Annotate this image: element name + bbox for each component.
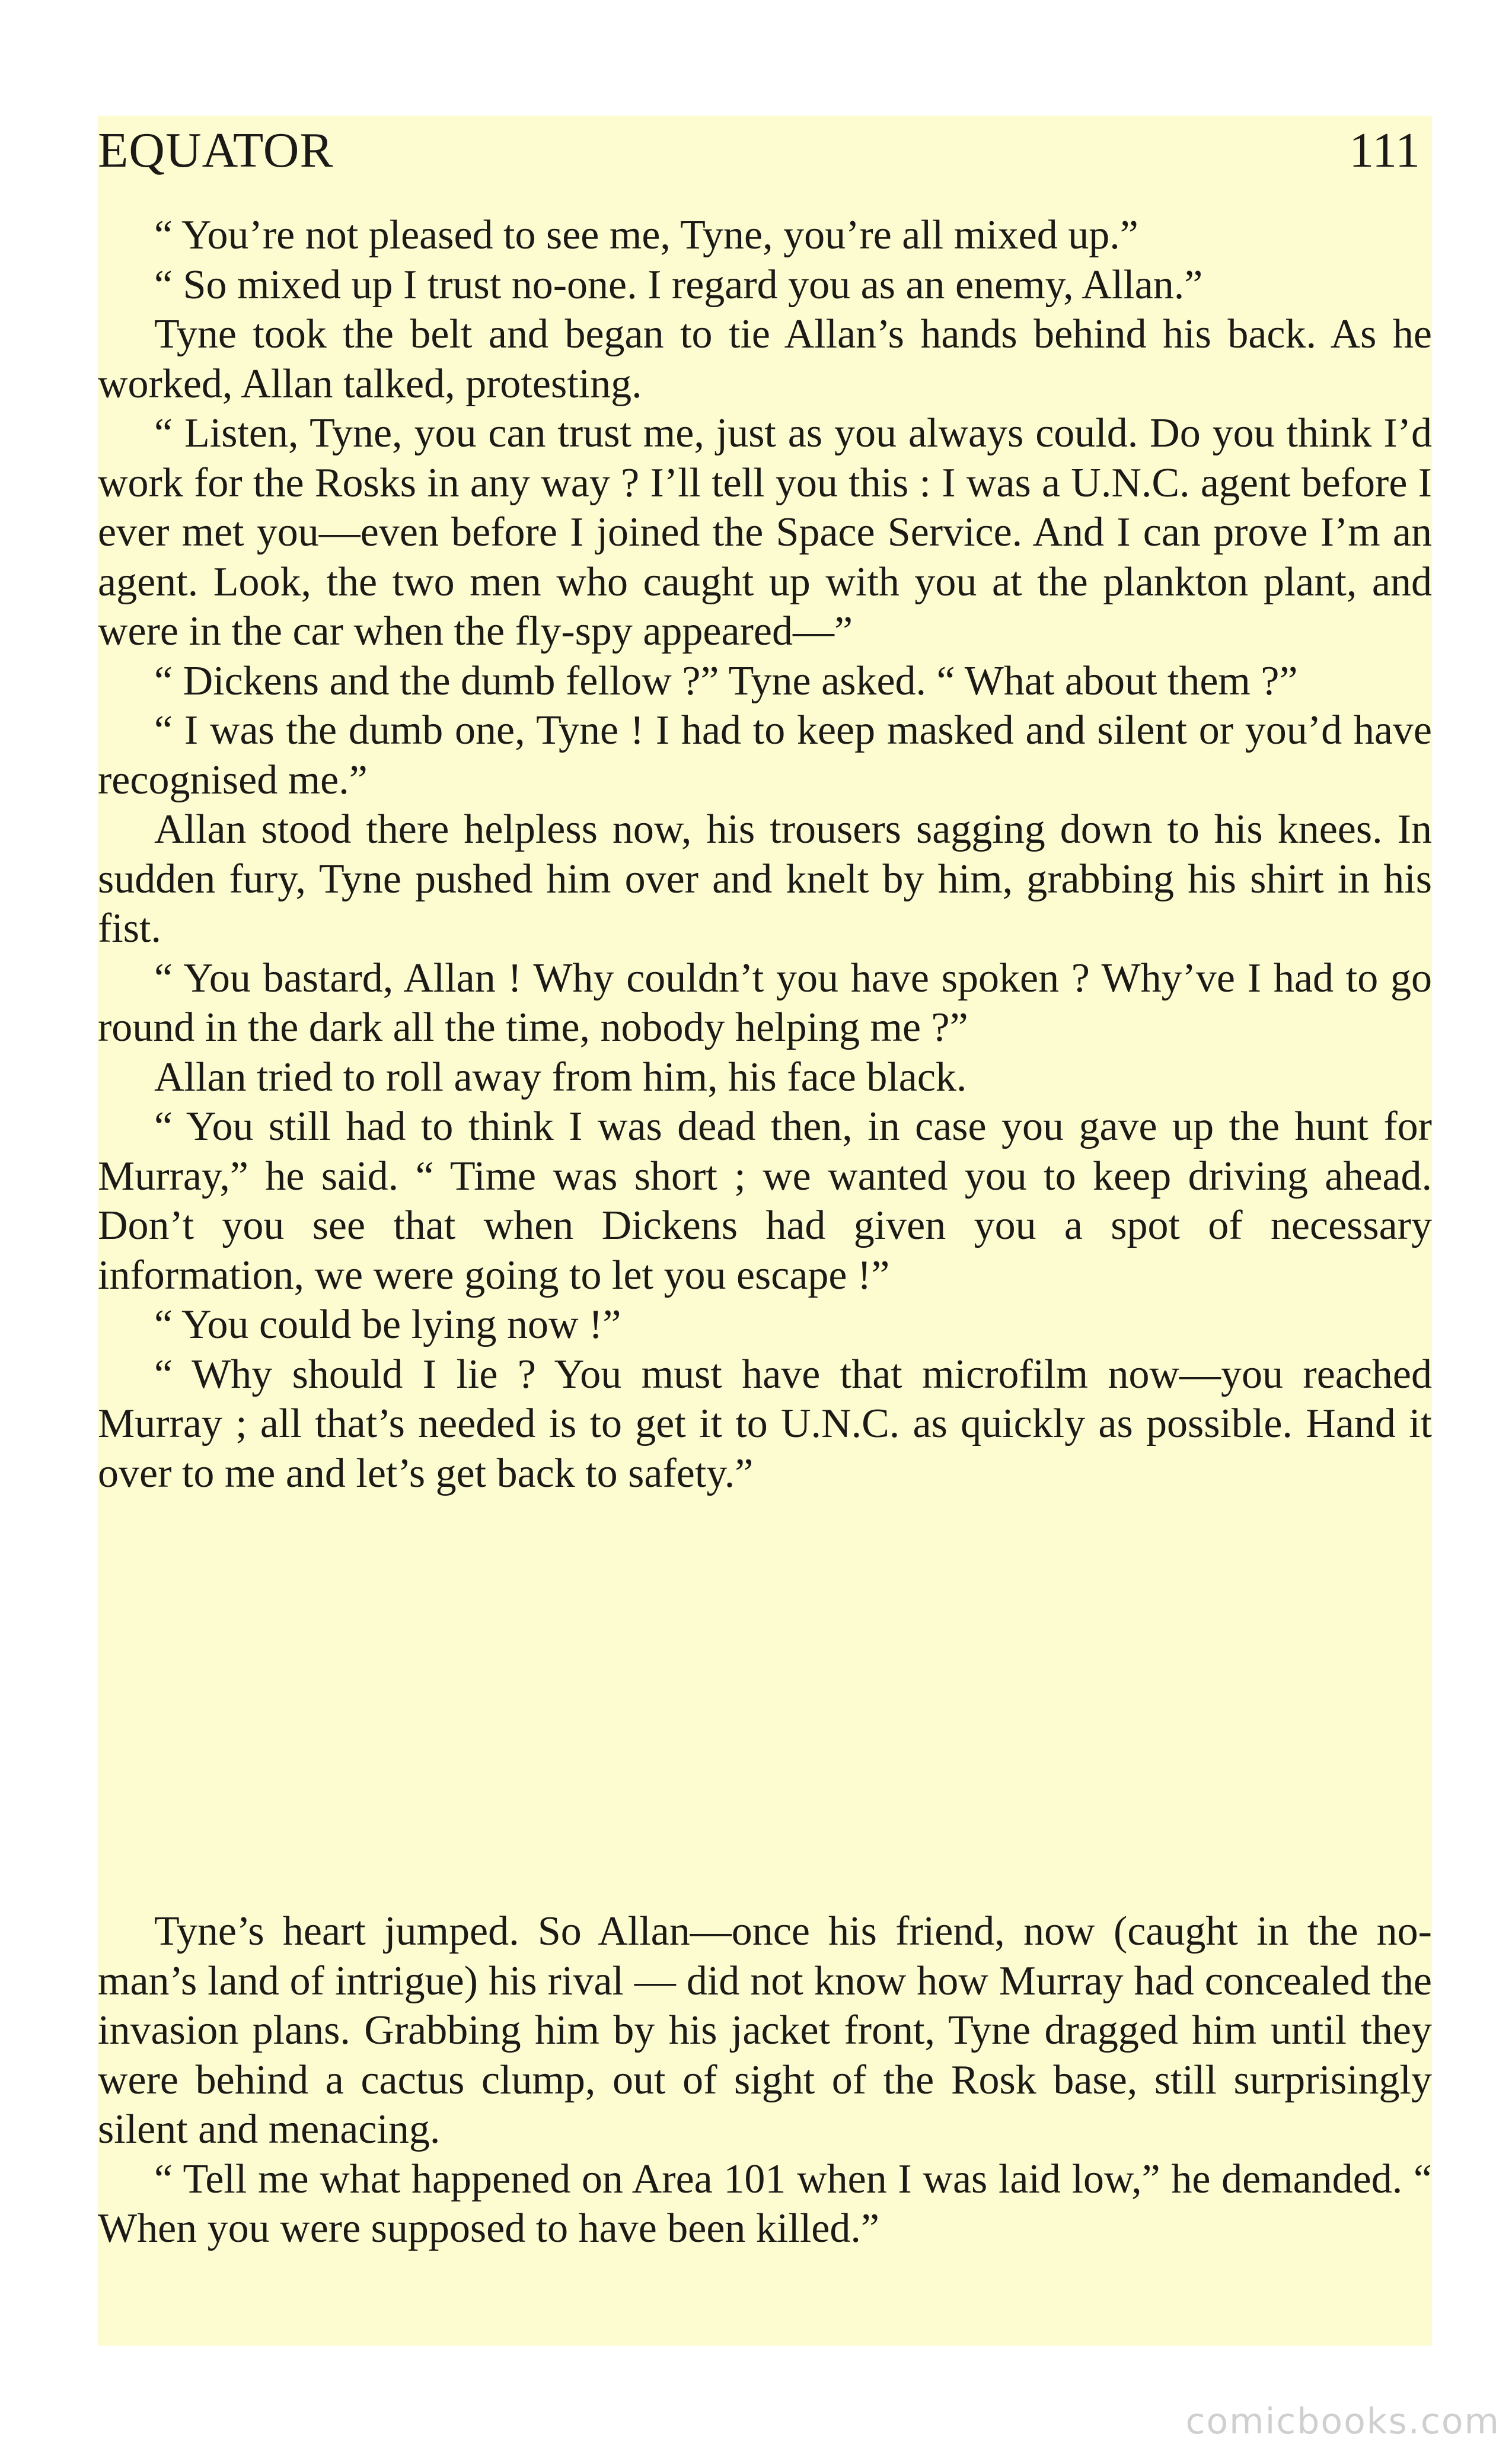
page-number: 111 xyxy=(1349,123,1420,178)
running-header xyxy=(98,116,1432,187)
paragraph: “ Why should I lie ? You must have that microfilm now—you reached Murray ; all that’s needed is to get it to U.N.C. as quickly as possible. Hand it over to me and let’s get back to safety.” xyxy=(98,1351,1432,1496)
running-title: EQUATOR xyxy=(98,123,334,178)
paragraph: “ So mixed up I trust no-one. I regard you as an enemy, Allan.” xyxy=(154,262,1203,308)
paragraph: “ You bastard, Allan ! Why couldn’t you have spoken ? Why’ve I had to go round in the dark all the time, nobody helping me ?” xyxy=(98,955,1432,1050)
paragraph: “ I was the dumb one, Tyne ! I had to keep masked and silent or you’d have recognised me.” xyxy=(98,708,1432,803)
paragraph: “ Tell me what happened on Area 101 when I was laid low,” he demanded. “ When you were supposed to have been killed.” xyxy=(98,2156,1432,2251)
text-block-upper xyxy=(98,211,1432,1498)
paragraph: Allan tried to roll away from him, his face black. xyxy=(154,1054,967,1100)
paragraph: “ You still had to think I was dead then, in case you gave up the hunt for Murray,” he said. “ Time was short ; we wanted you to keep driving ahead. Don’t you see that when Dickens had given you a spot of necessary information, we were going to let you escape !” xyxy=(98,1104,1432,1298)
paragraph: “ You could be lying now !” xyxy=(154,1302,621,1347)
text-block-lower xyxy=(98,1907,1432,2254)
paragraph: “ You’re not pleased to see me, Tyne, you’re all mixed up.” xyxy=(154,212,1138,258)
paragraph: Allan stood there helpless now, his trousers sagging down to his knees. In sudden fury, Tyne pushed him over and knelt by him, grabbing his shirt in his fist. xyxy=(98,807,1432,951)
book-page xyxy=(98,116,1432,2346)
paragraph: “ Dickens and the dumb fellow ?” Tyne asked. “ What about them ?” xyxy=(154,658,1298,704)
paragraph: Tyne took the belt and began to tie Allan’s hands behind his back. As he worked, Allan talked, protesting. xyxy=(98,311,1432,407)
site-watermark: comicbooks.com xyxy=(1185,2401,1500,2442)
paragraph: Tyne’s heart jumped. So Allan—once his friend, now (caught in the no-man’s land of intrigue) his rival — did not know how Murray had concealed the invasion plans. Grabbing him by his jacket front, Tyne dragged him until they were behind a cactus clump, out of sight of the Rosk base, still surprisingly silent and menacing. xyxy=(98,1908,1432,2152)
paragraph: “ Listen, Tyne, you can trust me, just as you always could. Do you think I’d work for the Rosks in any way ? I’ll tell you this : I was a U.N.C. agent before I ever met you—even before I joined the Space Service. And I can prove I’m an agent. Look, the two men who caught up with you at the plankton plant, and were in the car when the fly-spy appeared—” xyxy=(98,410,1432,654)
